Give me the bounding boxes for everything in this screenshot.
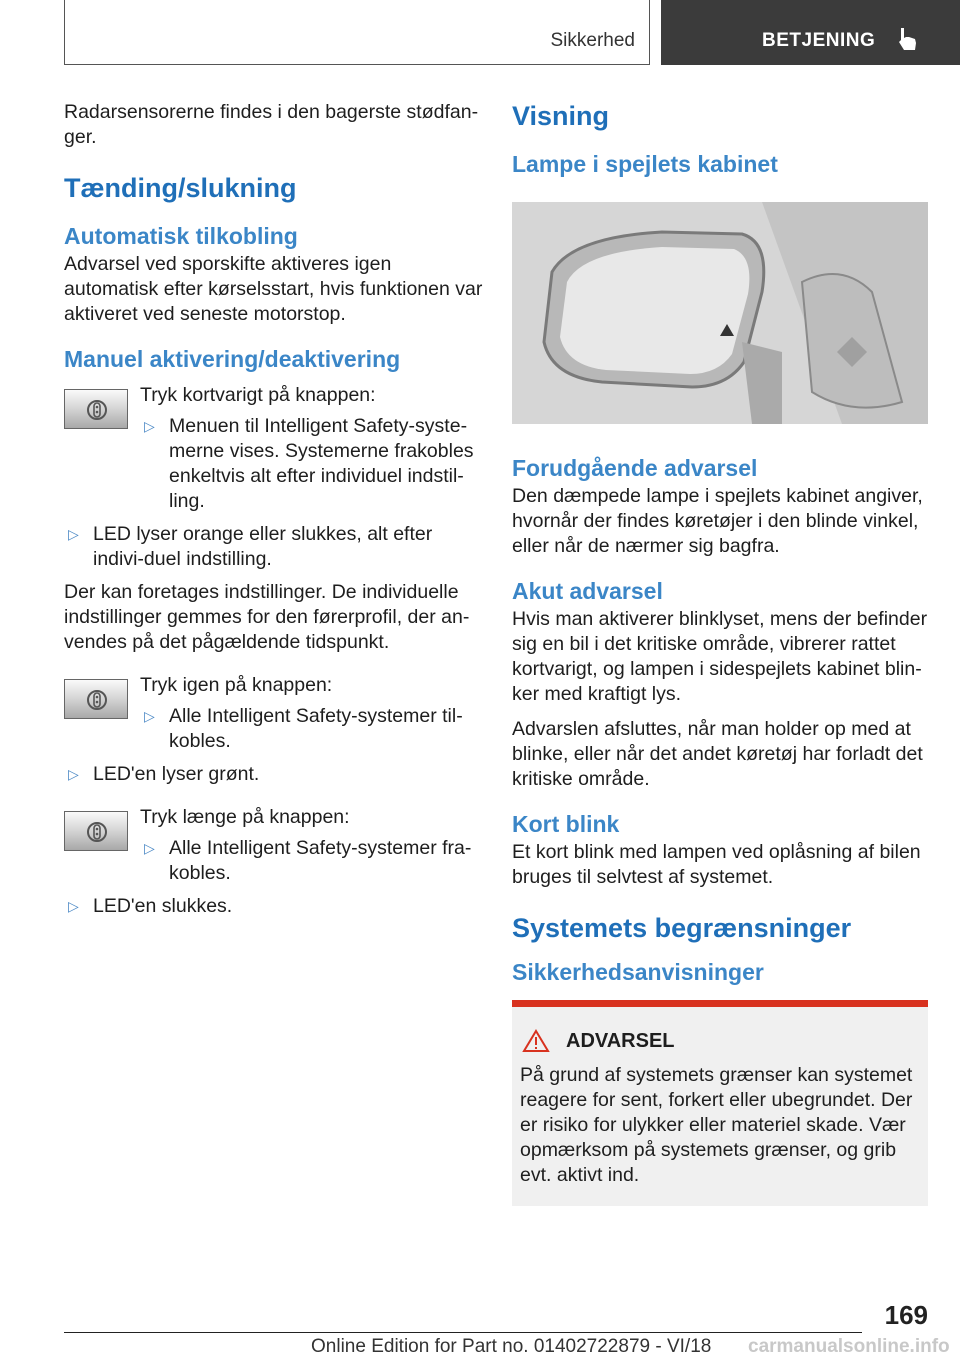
press-long-block <box>64 805 484 886</box>
auto-text: Advarsel ved sporskifte aktiveres igen automatisk efter kørselsstart, hvis funktionen var aktiveret ved seneste motorstop. <box>64 253 483 325</box>
kort-text: Et kort blink med lampen ved oplåsning af bilen bruges til selvtest af systemet. <box>512 841 921 888</box>
heading-automatisk: Automatisk tilkobling <box>64 223 298 249</box>
header-chapter-title: BETJENING <box>762 30 876 51</box>
right-column <box>512 100 928 1206</box>
footer-watermark: carmanualsonline.info <box>748 1336 950 1357</box>
warning-title: ADVARSEL <box>566 1029 675 1052</box>
footer-edition: Online Edition for Part no. 01402722879 - VI/18 <box>311 1336 712 1357</box>
press-again-text: Tryk igen på knappen: <box>140 674 333 696</box>
page-header <box>0 0 960 66</box>
triangle-right-icon: ▷ <box>68 526 79 542</box>
forud-text: Den dæmpede lampe i spejlets kabinet angiver, hvornår der findes køretøjer i den blinde vinkel, eller når de nærmer sig bagfra. <box>512 485 923 557</box>
left-column <box>64 100 484 927</box>
warning-box <box>512 1000 928 1206</box>
heading-kort: Kort blink <box>512 811 620 837</box>
akut-text-1: Hvis man aktiverer blinklyset, mens der befinder sig en bil i det kritiske område, vibrerer rattet kortvarigt, og lampen i sidespejlets kabinet blin-ker med kraftigt lys. <box>512 608 928 705</box>
akut-text-2: Advarslen afsluttes, når man holder op med at blinke, eller når det andet køretøj har forladt det kritiske område. <box>512 718 923 790</box>
hand-pointer-icon <box>893 24 923 54</box>
press-short-text: Tryk kortvarigt på knappen: <box>140 384 376 406</box>
press-short-block <box>64 383 484 514</box>
list-item: ▷ Alle Intelligent Safety-systemer til-kobles. <box>144 705 463 752</box>
safety-button-icon <box>64 389 128 429</box>
intro-text: Radarsensorerne findes i den bagerste stødfan-ger. <box>64 101 479 148</box>
footer-divider <box>64 1332 862 1333</box>
header-section-box <box>64 0 650 65</box>
warning-text: På grund af systemets grænser kan systemet reagere for sent, forkert eller ubegrundet. Der er risiko for ulykker eller materiel skade. Vær opmærksom på systemets grænser, og grib evt. aktivt ind. <box>520 1064 913 1186</box>
page-number: 169 <box>884 1300 928 1330</box>
heading-lampe: Lampe i spejlets kabinet <box>512 151 778 177</box>
heading-forud: Forudgående advarsel <box>512 455 758 481</box>
list-item: ▷ Menuen til Intelligent Safety-syste-merne vises. Systemerne frakobles enkeltvis alt efter individuel indstil-ling. <box>144 415 474 512</box>
triangle-right-icon: ▷ <box>68 898 79 914</box>
heading-begraensninger: Systemets begrænsninger <box>512 913 852 943</box>
list-item: ▷ LED'en lyser grønt. <box>68 763 260 785</box>
triangle-right-icon: ▷ <box>68 766 79 782</box>
triangle-right-icon: ▷ <box>144 840 155 856</box>
heading-taending: Tænding/slukning <box>64 173 297 203</box>
heading-manuel: Manuel aktivering/deaktivering <box>64 346 401 372</box>
press-again-block <box>64 673 484 754</box>
settings-text: Der kan foretages indstillinger. De individuelle indstillinger gemmes for den førerprofil, der an-vendes på det pågældende tidspunkt. <box>64 581 470 653</box>
mirror-illustration <box>512 202 928 424</box>
list-item: ▷ Alle Intelligent Safety-systemer fra-kobles. <box>144 837 472 884</box>
warning-triangle-icon <box>522 1029 550 1053</box>
list-item: ▷ LED'en slukkes. <box>68 895 233 917</box>
heading-akut: Akut advarsel <box>512 578 663 604</box>
header-chapter-box <box>661 0 960 65</box>
heading-visning: Visning <box>512 101 610 131</box>
triangle-right-icon: ▷ <box>144 708 155 724</box>
triangle-right-icon: ▷ <box>144 418 155 434</box>
safety-button-icon <box>64 679 128 719</box>
press-long-text: Tryk længe på knappen: <box>140 806 350 828</box>
list-item: ▷ LED lyser orange eller slukkes, alt efter indivi-duel indstilling. <box>68 523 433 570</box>
header-section-title: Sikkerhed <box>550 30 635 51</box>
safety-button-icon <box>64 811 128 851</box>
heading-sikkerhed: Sikkerhedsanvisninger <box>512 959 764 985</box>
